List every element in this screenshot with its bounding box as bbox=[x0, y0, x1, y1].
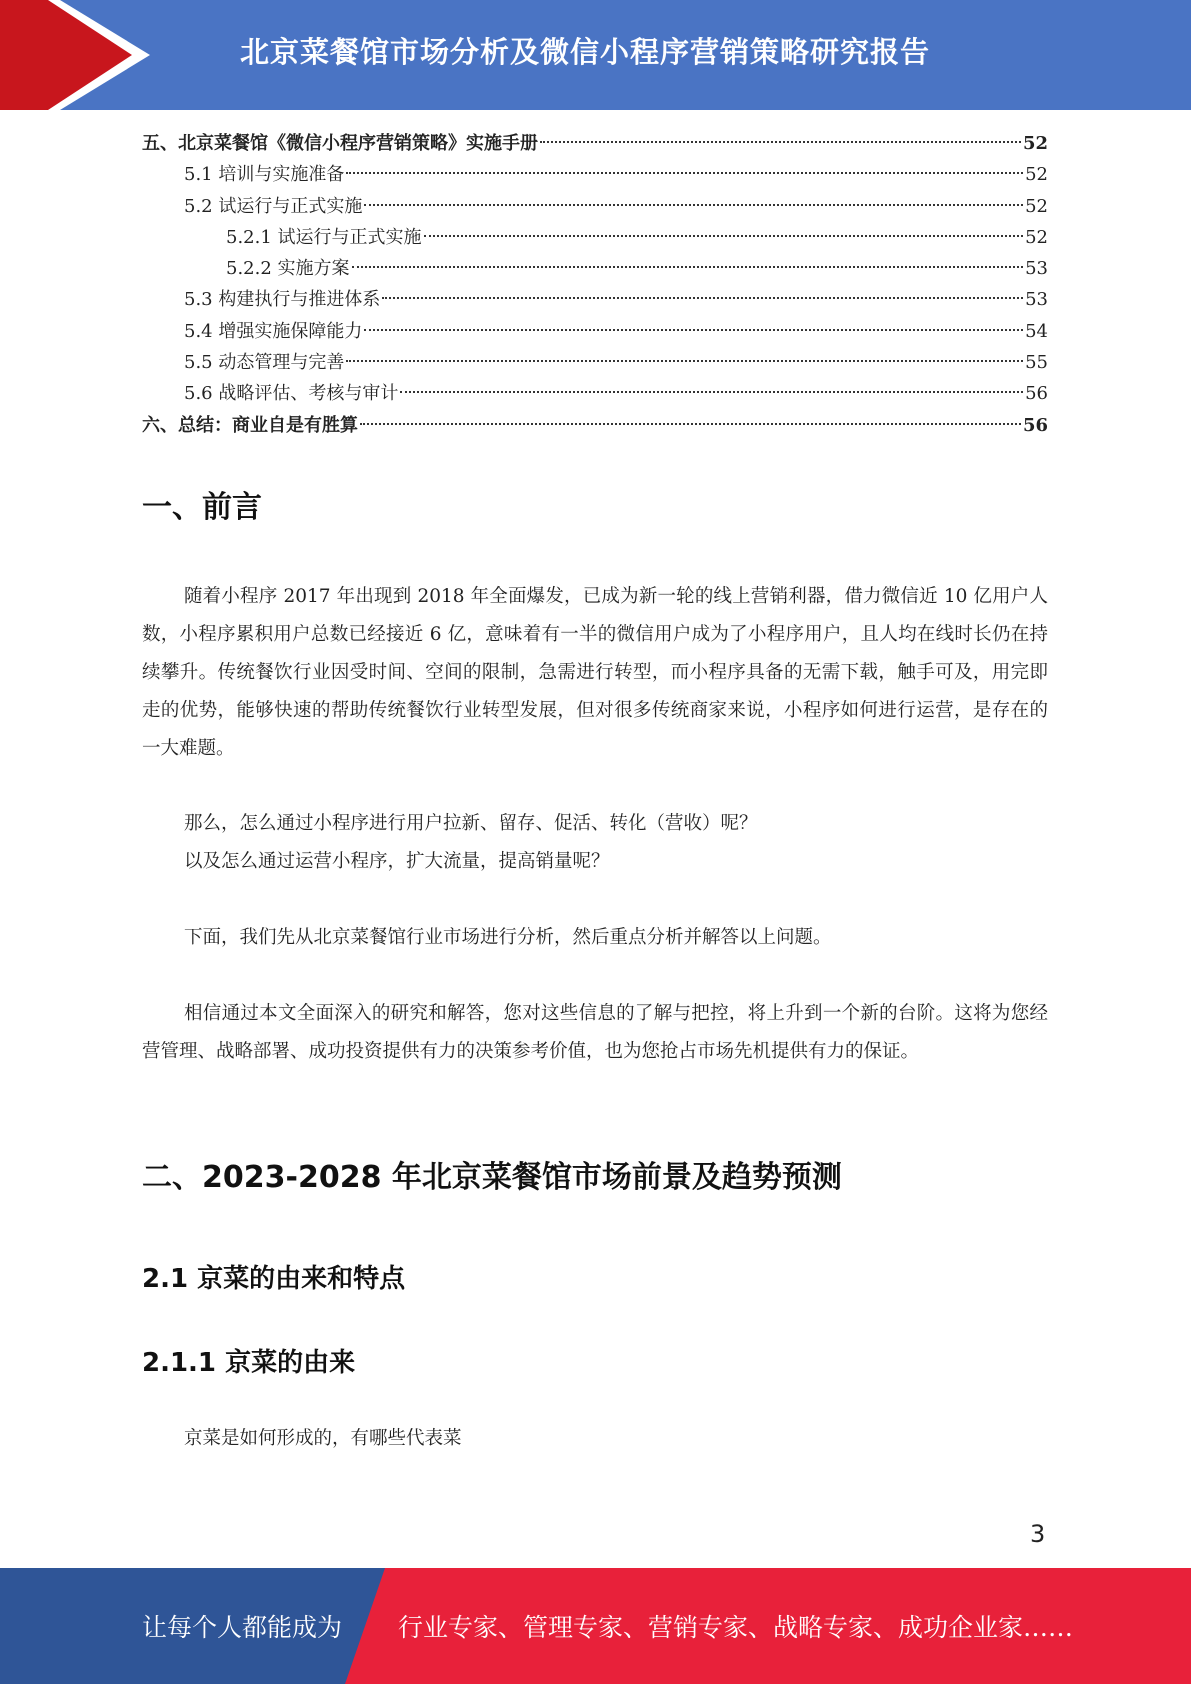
toc-leader-dots bbox=[382, 297, 1023, 299]
toc-entry-title: 5.2.2 实施方案 bbox=[226, 258, 350, 280]
page-footer bbox=[0, 1568, 1191, 1684]
toc-entry-title: 五、北京菜餐馆《微信小程序营销策略》实施手册 bbox=[142, 133, 538, 154]
toc-leader-dots bbox=[424, 235, 1024, 237]
toc-entry[interactable] bbox=[142, 222, 1048, 253]
section-heading-preface: 一、前言 bbox=[142, 490, 262, 525]
toc-entry[interactable] bbox=[142, 378, 1048, 409]
toc-entry-page: 53 bbox=[1025, 258, 1048, 280]
subsection-heading: 2.1 京菜的由来和特点 bbox=[142, 1264, 406, 1294]
section-heading-market-forecast: 二、2023-2028 年北京菜餐馆市场前景及趋势预测 bbox=[142, 1160, 842, 1195]
paragraph-conclusion: 相信通过本文全面深入的研究和解答，您对这些信息的了解与把控，将上升到一个新的台阶。这将为您经营管理、战略部署、成功投资提供有力的决策参考价值，也为您抢占市场先机提供有力的保证。 bbox=[142, 1003, 1048, 1062]
toc-entry[interactable] bbox=[142, 316, 1048, 347]
toc-entry[interactable] bbox=[142, 159, 1048, 190]
toc-entry[interactable] bbox=[142, 191, 1048, 222]
toc-entry[interactable] bbox=[142, 253, 1048, 284]
toc-leader-dots bbox=[540, 141, 1021, 143]
toc-entry[interactable] bbox=[142, 347, 1048, 378]
toc-entry-title: 5.5 动态管理与完善 bbox=[184, 352, 345, 374]
toc-entry-title: 5.2 试运行与正式实施 bbox=[184, 195, 363, 217]
toc-leader-dots bbox=[346, 172, 1023, 174]
footer-slogan-right: 行业专家、管理专家、营销专家、战略专家、成功企业家…… bbox=[398, 1613, 1074, 1642]
toc-entry[interactable] bbox=[142, 284, 1048, 315]
page-header bbox=[0, 0, 1191, 110]
toc-entry[interactable] bbox=[142, 410, 1048, 441]
toc-entry-page: 52 bbox=[1022, 133, 1048, 154]
toc-leader-dots bbox=[400, 391, 1023, 393]
report-title: 北京菜餐馆市场分析及微信小程序营销策略研究报告 bbox=[240, 35, 931, 69]
toc-entry-page: 56 bbox=[1025, 383, 1048, 405]
toc-entry-page: 56 bbox=[1022, 414, 1048, 436]
table-of-contents bbox=[142, 128, 1048, 441]
paragraph-intro: 随着小程序 2017 年出现到 2018 年全面爆发，已成为新一轮的线上营销利器，借力微信近 10 亿用户人数，小程序累积用户总数已经接近 6 亿，意味着有一半的微信用户成为了小程序用户，且人均在线时长仍在持续攀升。传统餐饮行业因受时间、空间的限制，急需进行转型，而小程序具备的无需下载，触手可及，用完即走的优势，能够快速的帮助传统餐饮行业转型发展，但对很多传统商家来说，小程序如何进行运营，是存在的一大难题。 bbox=[142, 586, 1048, 759]
toc-leader-dots bbox=[364, 329, 1023, 331]
toc-leader-dots bbox=[346, 360, 1023, 362]
toc-leader-dots bbox=[360, 423, 1021, 425]
toc-entry-title: 5.6 战略评估、考核与审计 bbox=[184, 383, 399, 405]
toc-entry-title: 5.3 构建执行与推进体系 bbox=[184, 289, 381, 311]
page-number: 3 bbox=[1030, 1520, 1046, 1548]
toc-leader-dots bbox=[352, 266, 1024, 268]
subsection-heading: 2.1.1 京菜的由来 bbox=[142, 1348, 356, 1378]
toc-entry-page: 53 bbox=[1025, 289, 1048, 311]
toc-leader-dots bbox=[364, 204, 1023, 206]
toc-entry-title: 5.1 培训与实施准备 bbox=[184, 164, 345, 186]
toc-entry-page: 52 bbox=[1025, 195, 1048, 217]
toc-entry-page: 52 bbox=[1025, 164, 1048, 186]
question-line: 那么，怎么通过小程序进行用户拉新、留存、促活、转化（营收）呢？ bbox=[184, 813, 758, 834]
toc-entry-page: 55 bbox=[1025, 352, 1048, 374]
footer-slogan-left: 让每个人都能成为 bbox=[142, 1613, 343, 1642]
toc-entry-page: 54 bbox=[1025, 320, 1048, 342]
toc-entry[interactable] bbox=[142, 128, 1048, 159]
toc-entry-page: 52 bbox=[1025, 226, 1048, 248]
toc-entry-title: 5.4 增强实施保障能力 bbox=[184, 320, 363, 342]
question-line: 以及怎么通过运营小程序，扩大流量，提高销量呢？ bbox=[184, 851, 610, 872]
toc-entry-title: 六、总结：商业自是有胜算 bbox=[142, 414, 358, 436]
paragraph-body: 京菜是如何形成的，有哪些代表菜 bbox=[184, 1428, 462, 1449]
paragraph-transition: 下面，我们先从北京菜餐馆行业市场进行分析，然后重点分析并解答以上问题。 bbox=[184, 927, 832, 948]
toc-entry-title: 5.2.1 试运行与正式实施 bbox=[226, 226, 422, 248]
